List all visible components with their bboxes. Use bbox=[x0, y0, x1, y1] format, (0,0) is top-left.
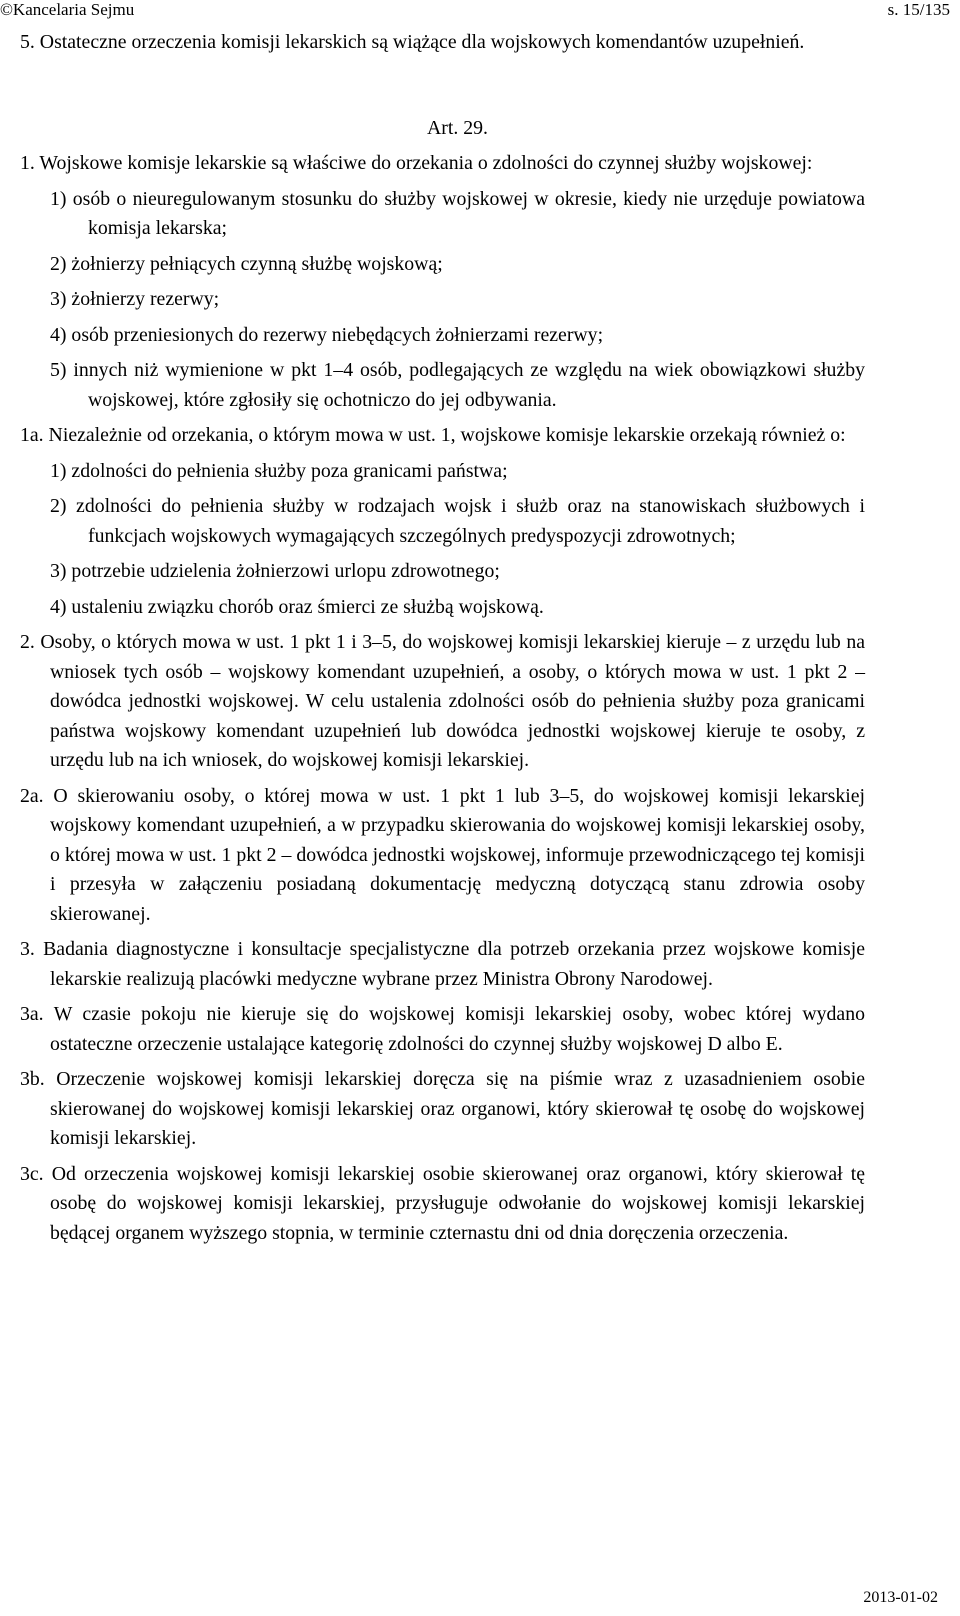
article-heading: Art. 29. bbox=[427, 116, 488, 139]
point-1-4: 4) osób przeniesionych do rezerwy niebędących żołnierzami rezerwy; bbox=[50, 323, 604, 346]
paragraph-5: 5. Ostateczne orzeczenia komisji lekarskich są wiążące dla wojskowych komendantów uzupełnień. bbox=[20, 31, 805, 53]
point-1a-4: 4) ustaleniu związku chorób oraz śmierci ze służbą wojskową. bbox=[50, 595, 544, 618]
paragraph-2: 2. Osoby, o których mowa w ust. 1 pkt 1 i 3–5, do wojskowej komisji lekarskiej kieruje – z urzędu lub na wniosek tych osób – wojskowy komendant uzupełnień, a osoby, o których mowa w ust. 1 pkt 2 – dowódca jednostki wojskowej. W celu ustalenia zdolności osób do pełnienia służby poza granicami państwa wojskowy komendant uzupełnień lub dowódca jednostki wojskowej kieruje te osoby, z urzędu lub na ich wniosek, do wojskowej komisji lekarskiej. bbox=[20, 631, 865, 771]
point-1a-2: 2) zdolności do pełnienia służby w rodzajach wojsk i służb oraz na stanowiskach służbowych i funkcjach wojskowych wymagających szczególnych predyspozycji zdrowotnych; bbox=[50, 495, 865, 547]
footer-date: 2013-01-02 bbox=[863, 1589, 938, 1606]
point-1-2: 2) żołnierzy pełniących czynną służbę wojskową; bbox=[50, 252, 443, 275]
paragraph-1: 1. Wojskowe komisje lekarskie są właściwe do orzekania o zdolności do czynnej służby wojskowej: bbox=[20, 152, 813, 174]
paragraph-1a: 1a. Niezależnie od orzekania, o którym mowa w ust. 1, wojskowe komisje lekarskie orzekają również o: bbox=[20, 424, 846, 446]
paragraph-3: 3. Badania diagnostyczne i konsultacje specjalistyczne dla potrzeb orzekania przez wojskowe komisje lekarskie realizują placówki medyczne wybrane przez Ministra Obrony Narodowej. bbox=[20, 938, 865, 990]
document-body bbox=[20, 28, 865, 1254]
point-1a-1: 1) zdolności do pełnienia służby poza granicami państwa; bbox=[50, 459, 508, 482]
point-1a-3: 3) potrzebie udzielenia żołnierzowi urlopu zdrowotnego; bbox=[50, 560, 500, 582]
paragraph-3c: 3c. Od orzeczenia wojskowej komisji lekarskiej osobie skierowanej oraz organowi, który skierował tę osobę do wojskowej komisji lekarskiej, przysługuje odwołanie do wojskowej komisji lekarskiej będącej organem wyższego stopnia, w terminie czternastu dni od dnia doręczenia orzeczenia. bbox=[20, 1162, 865, 1244]
point-1-3: 3) żołnierzy rezerwy; bbox=[50, 288, 220, 310]
paragraph-2a: 2a. O skierowaniu osoby, o której mowa w ust. 1 pkt 1 lub 3–5, do wojskowej komisji lekarskiej wojskowy komendant uzupełnień, a w przypadku skierowania do wojskowej komisji lekarskiej osoby, o której mowa w ust. 1 pkt 2 – dowódca jednostki wojskowej, informuje przewodniczącego tej komisji i przesyła w załączeniu posiadaną dokumentację medyczną dotyczącą stanu zdrowia osoby skierowanej. bbox=[20, 784, 865, 925]
point-1-1: 1) osób o nieuregulowanym stosunku do służby wojskowej w okresie, kiedy nie urzęduje powiatowa komisja lekarska; bbox=[50, 187, 865, 239]
page-header-source: ©Kancelaria Sejmu bbox=[0, 0, 135, 19]
paragraph-3b: 3b. Orzeczenie wojskowej komisji lekarskiej doręcza się na piśmie wraz z uzasadnieniem osobie skierowanej do wojskowej komisji lekarskiej oraz organowi, który skierował tę osobę do wojskowej komisji lekarskiej. bbox=[20, 1068, 865, 1149]
page-number: s. 15/135 bbox=[887, 0, 950, 19]
paragraph-3a: 3a. W czasie pokoju nie kieruje się do wojskowej komisji lekarskiej osoby, wobec której wydano ostateczne orzeczenie ustalające kategorię zdolności do czynnej służby wojskowej D albo E. bbox=[20, 1003, 865, 1055]
point-1-5: 5) innych niż wymienione w pkt 1–4 osób, podlegających ze względu na wiek obowiązkowi służby wojskowej, które zgłosiły się ochotniczo do jej odbywania. bbox=[50, 359, 865, 411]
